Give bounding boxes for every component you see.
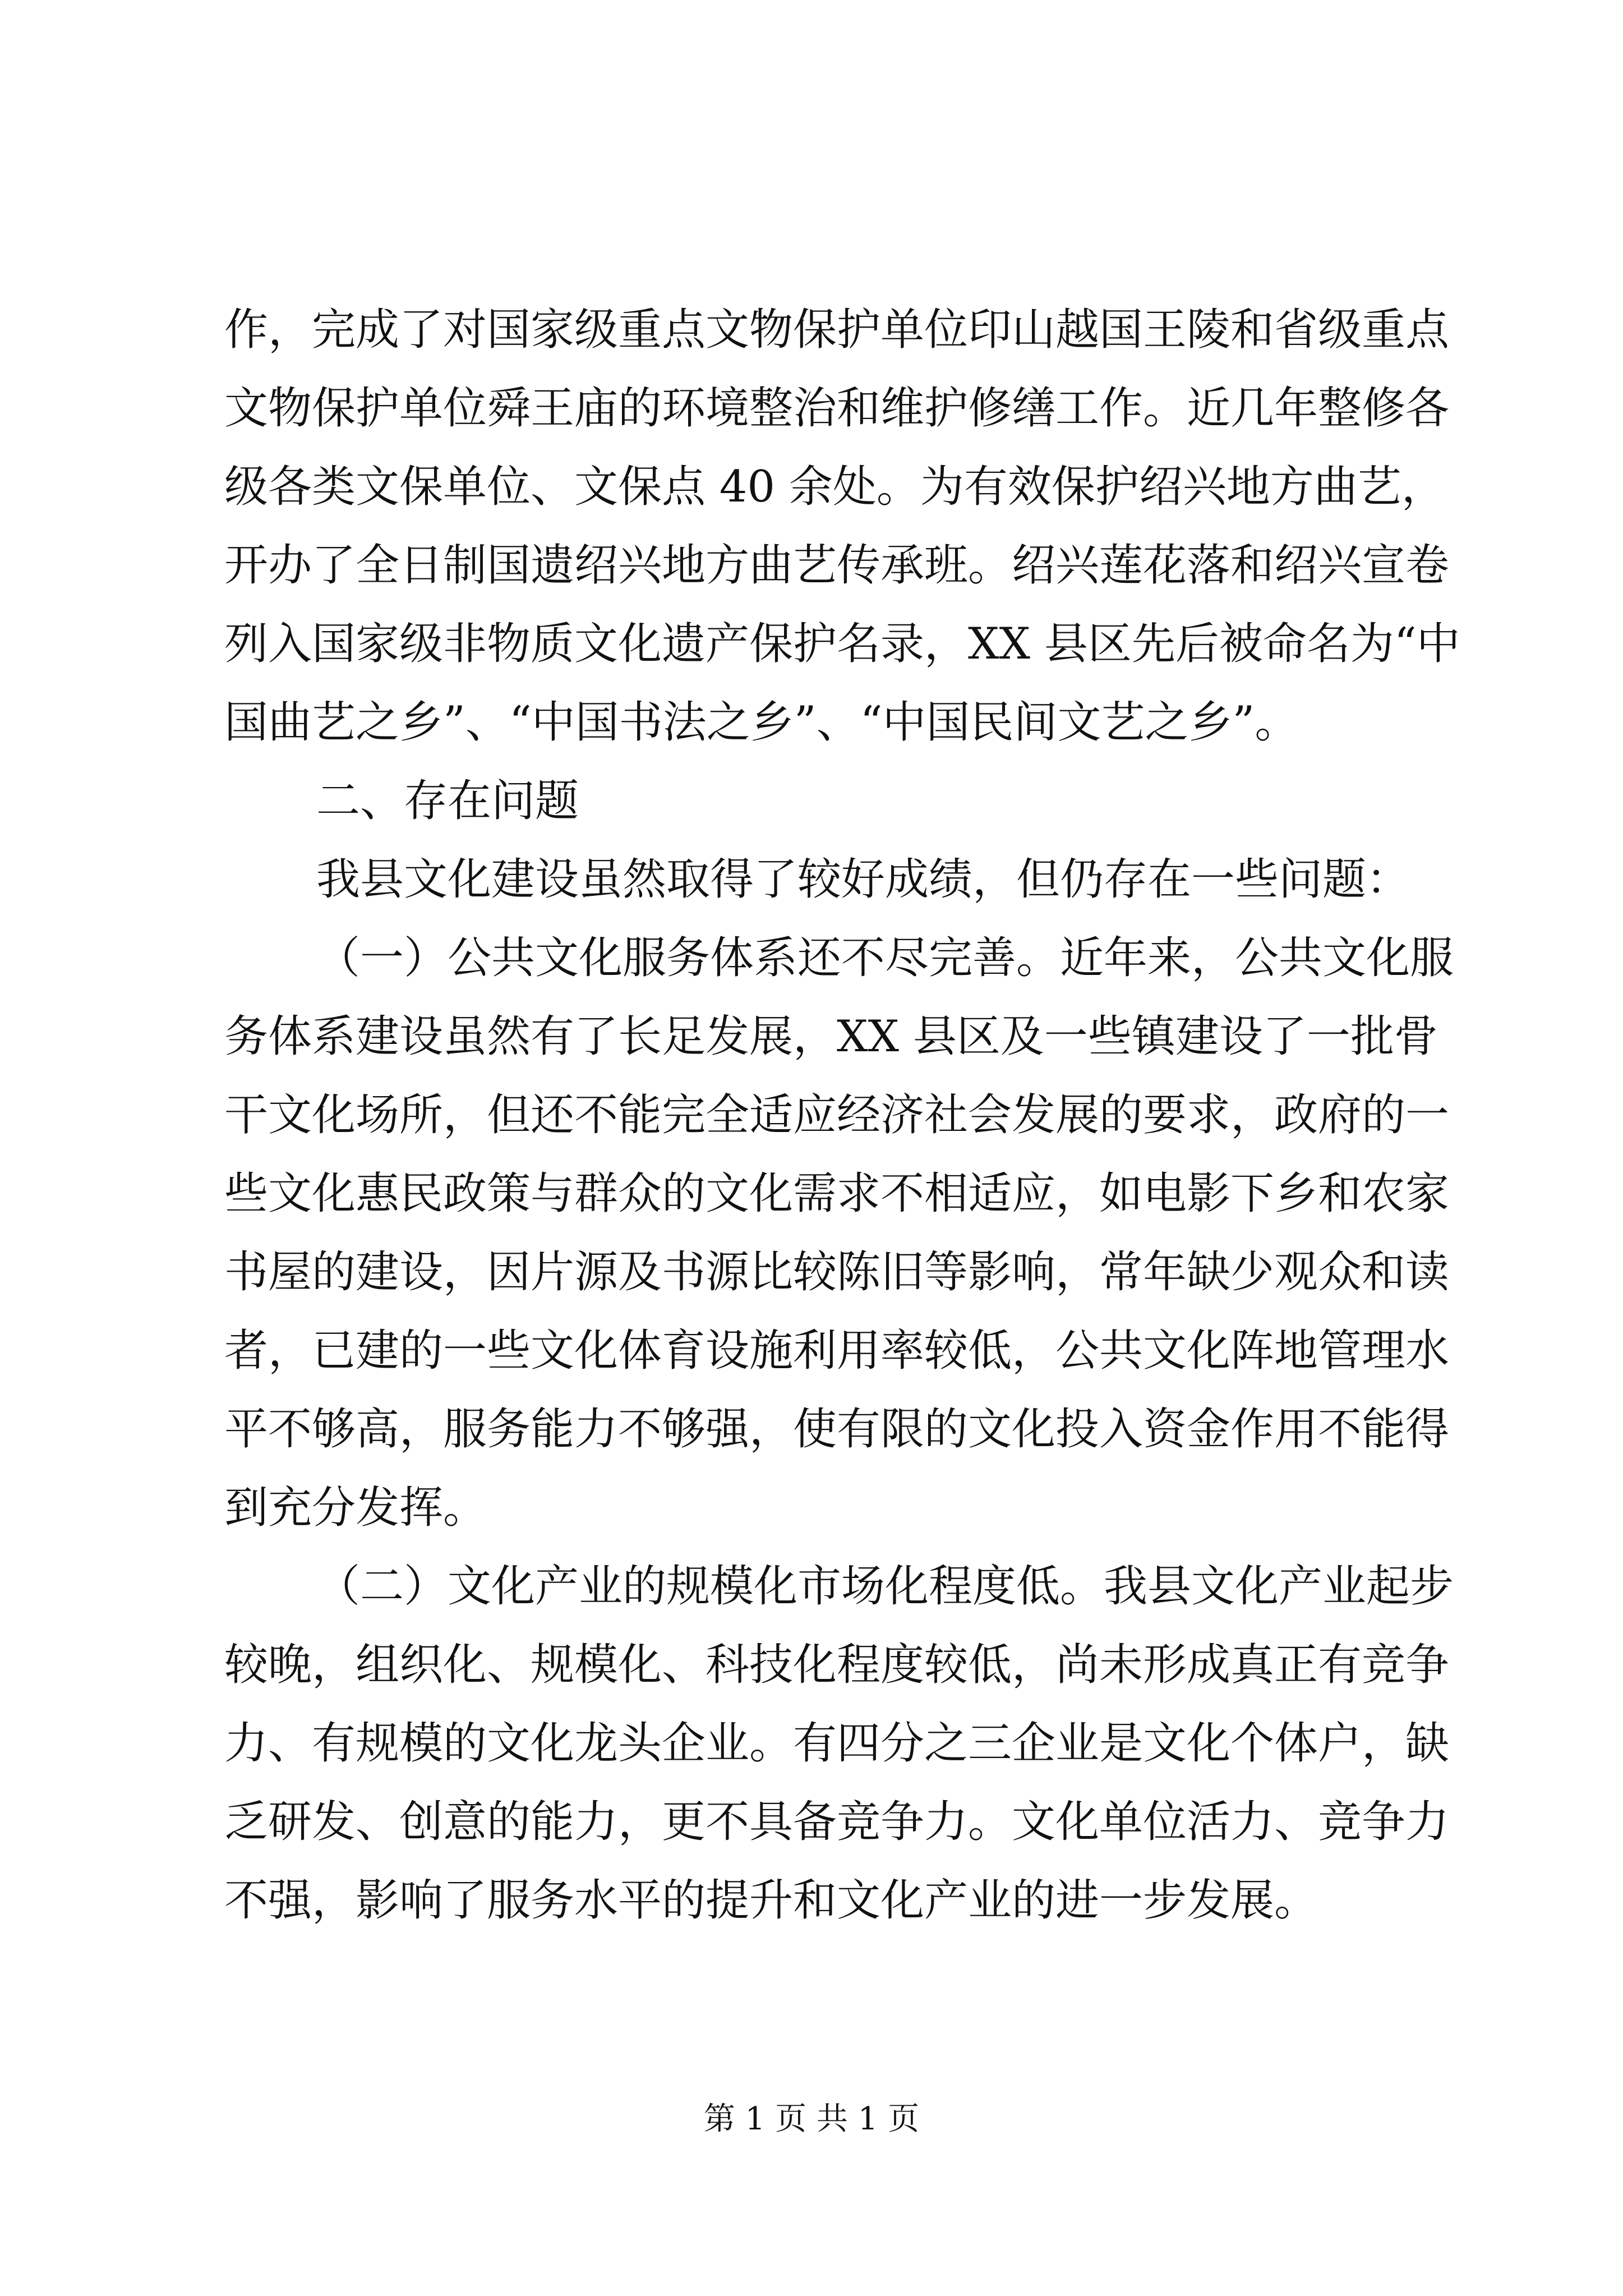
text-line: 乏研发、创意的能力，更不具备竞争力。文化单位活力、竞争力	[224, 1797, 1450, 1847]
document-body	[224, 291, 1460, 1940]
page-footer	[0, 2097, 1623, 2142]
text-line: 务体系建设虽然有了长足发展，XX 县区及一些镇建设了一批骨	[224, 1011, 1438, 1062]
text-line: 较晚，组织化、规模化、科技化程度较低，尚未形成真正有竞争	[224, 1640, 1450, 1690]
subsection-line: （二）文化产业的规模化市场化程度低。我县文化产业起步	[316, 1561, 1454, 1612]
text-line: 列入国家级非物质文化遗产保护名录，XX 县区先后被命名为“中	[224, 619, 1460, 669]
text-line: 开办了全日制国遗绍兴地方曲艺传承班。绍兴莲花落和绍兴宣卷	[224, 540, 1450, 591]
page-number: 第 1 页 共 1 页	[703, 2101, 920, 2137]
text-line: 干文化场所，但还不能完全适应经济社会发展的要求，政府的一	[224, 1090, 1450, 1140]
section-heading: 二、存在问题	[316, 776, 579, 826]
text-line: 书屋的建设，因片源及书源比较陈旧等影响，常年缺少观众和读	[224, 1247, 1450, 1297]
text-line: 作，完成了对国家级重点文物保护单位印山越国王陵和省级重点	[224, 305, 1450, 355]
text-line: 到充分发挥。	[224, 1483, 487, 1533]
text-line: 力、有规模的文化龙头企业。有四分之三企业是文化个体户，缺	[224, 1718, 1450, 1769]
text-line: 级各类文保单位、文保点 40 余处。为有效保护绍兴地方曲艺，	[224, 462, 1445, 512]
text-line: 国曲艺之乡”、“中国书法之乡”、“中国民间文艺之乡”。	[224, 697, 1299, 748]
text-line: 些文化惠民政策与群众的文化需求不相适应，如电影下乡和农家	[224, 1168, 1450, 1219]
text-line: 文物保护单位舜王庙的环境整治和维护修缮工作。近几年整修各	[224, 383, 1450, 434]
text-line: 我县文化建设虽然取得了较好成绩，但仍存在一些问题：	[316, 854, 1410, 905]
text-line: 者，已建的一些文化体育设施利用率较低，公共文化阵地管理水	[224, 1326, 1450, 1376]
text-line: 不强，影响了服务水平的提升和文化产业的进一步发展。	[224, 1875, 1318, 1926]
subsection-line: （一）公共文化服务体系还不尽完善。近年来，公共文化服	[316, 933, 1454, 983]
text-line: 平不够高，服务能力不够强，使有限的文化投入资金作用不能得	[224, 1404, 1450, 1455]
